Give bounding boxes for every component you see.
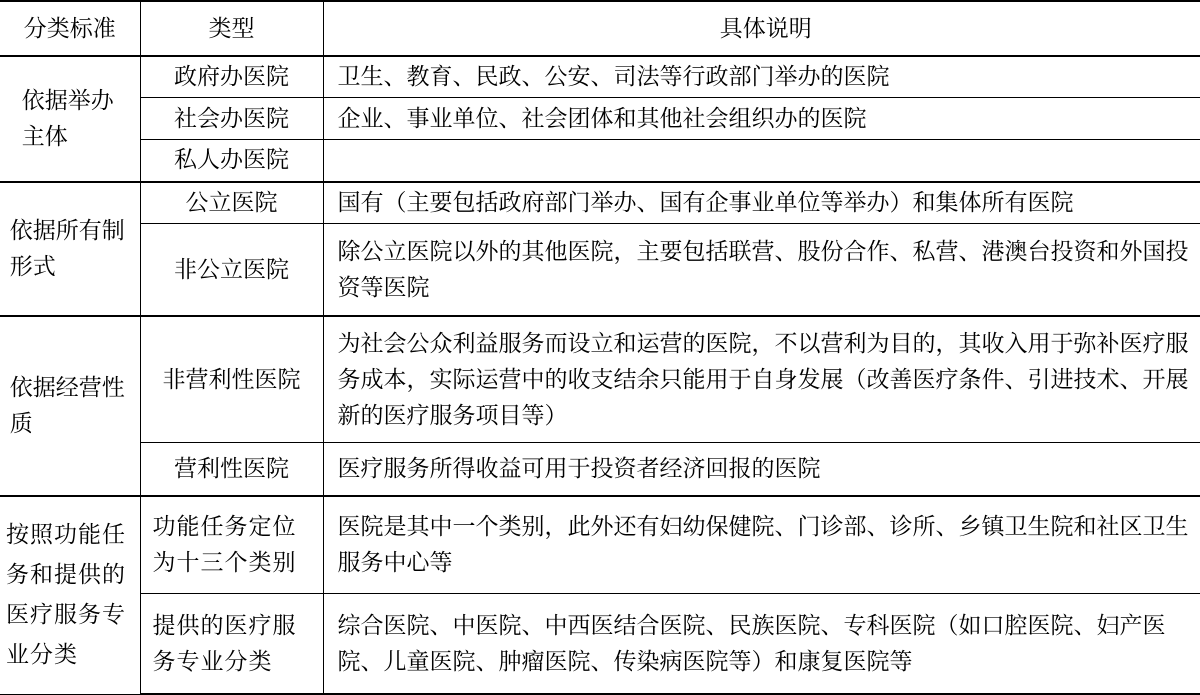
description-cell: 国有（主要包括政府部门举办、国有企事业单位等举办）和集体所有医院: [323, 182, 1200, 224]
type-cell: 提供的医疗服务专业分类: [140, 594, 323, 694]
header-description: 具体说明: [323, 1, 1200, 56]
criterion-text: 依据举办主体: [21, 87, 114, 150]
header-criterion: 分类标准: [0, 1, 140, 56]
table-row: [0, 98, 1200, 140]
table-row: [0, 56, 1200, 98]
description-cell: 为社会公众利益服务而设立和运营的医院，不以营利为目的，其收入用于弥补医疗服务成本，实际运营中的收支结余只能用于自身发展（改善医疗条件、引进技术、开展新的医疗服务项目等）: [323, 316, 1200, 443]
table-row: [0, 182, 1200, 224]
table-row: [0, 496, 1200, 594]
type-cell: 公立医院: [140, 182, 323, 224]
table-row: [0, 594, 1200, 694]
type-cell: 社会办医院: [140, 98, 323, 140]
description-cell: 除公立医院以外的其他医院，主要包括联营、股份合作、私营、港澳台投资和外国投资等医院: [323, 223, 1200, 316]
type-cell: 政府办医院: [140, 56, 323, 98]
description-cell: 综合医院、中医院、中西医结合医院、民族医院、专科医院（如口腔医院、妇产医院、儿童医院、肿瘤医院、传染病医院等）和康复医院等: [323, 594, 1200, 694]
table-row: [0, 443, 1200, 496]
type-cell: 非公立医院: [140, 223, 323, 316]
description-cell: 企业、事业单位、社会团体和其他社会组织办的医院: [323, 98, 1200, 140]
header-row: [0, 1, 1200, 56]
description-cell: [323, 140, 1200, 182]
criterion-text: 依据经营性质: [9, 375, 125, 438]
criterion-cell: [0, 316, 140, 496]
type-cell: 功能任务定位为十三个类别: [140, 496, 323, 594]
table-row: [0, 316, 1200, 443]
criterion-cell: 按照功能任务和提供的医疗服务专业分类: [0, 496, 140, 694]
criterion-text: 依据所有制形式: [9, 218, 125, 280]
header-type: 类型: [140, 1, 323, 56]
description-cell: 卫生、教育、民政、公安、司法等行政部门举办的医院: [323, 56, 1200, 98]
description-cell: 医院是其中一个类别，此外还有妇幼保健院、门诊部、诊所、乡镇卫生院和社区卫生服务中心等: [323, 496, 1200, 594]
description-cell: 医疗服务所得收益可用于投资者经济回报的医院: [323, 443, 1200, 496]
type-cell: 私人办医院: [140, 140, 323, 182]
type-cell: 非营利性医院: [140, 316, 323, 443]
table-row: [0, 223, 1200, 316]
type-cell: 营利性医院: [140, 443, 323, 496]
table-row: [0, 140, 1200, 182]
criterion-cell: [0, 56, 140, 182]
criterion-cell: [0, 182, 140, 317]
